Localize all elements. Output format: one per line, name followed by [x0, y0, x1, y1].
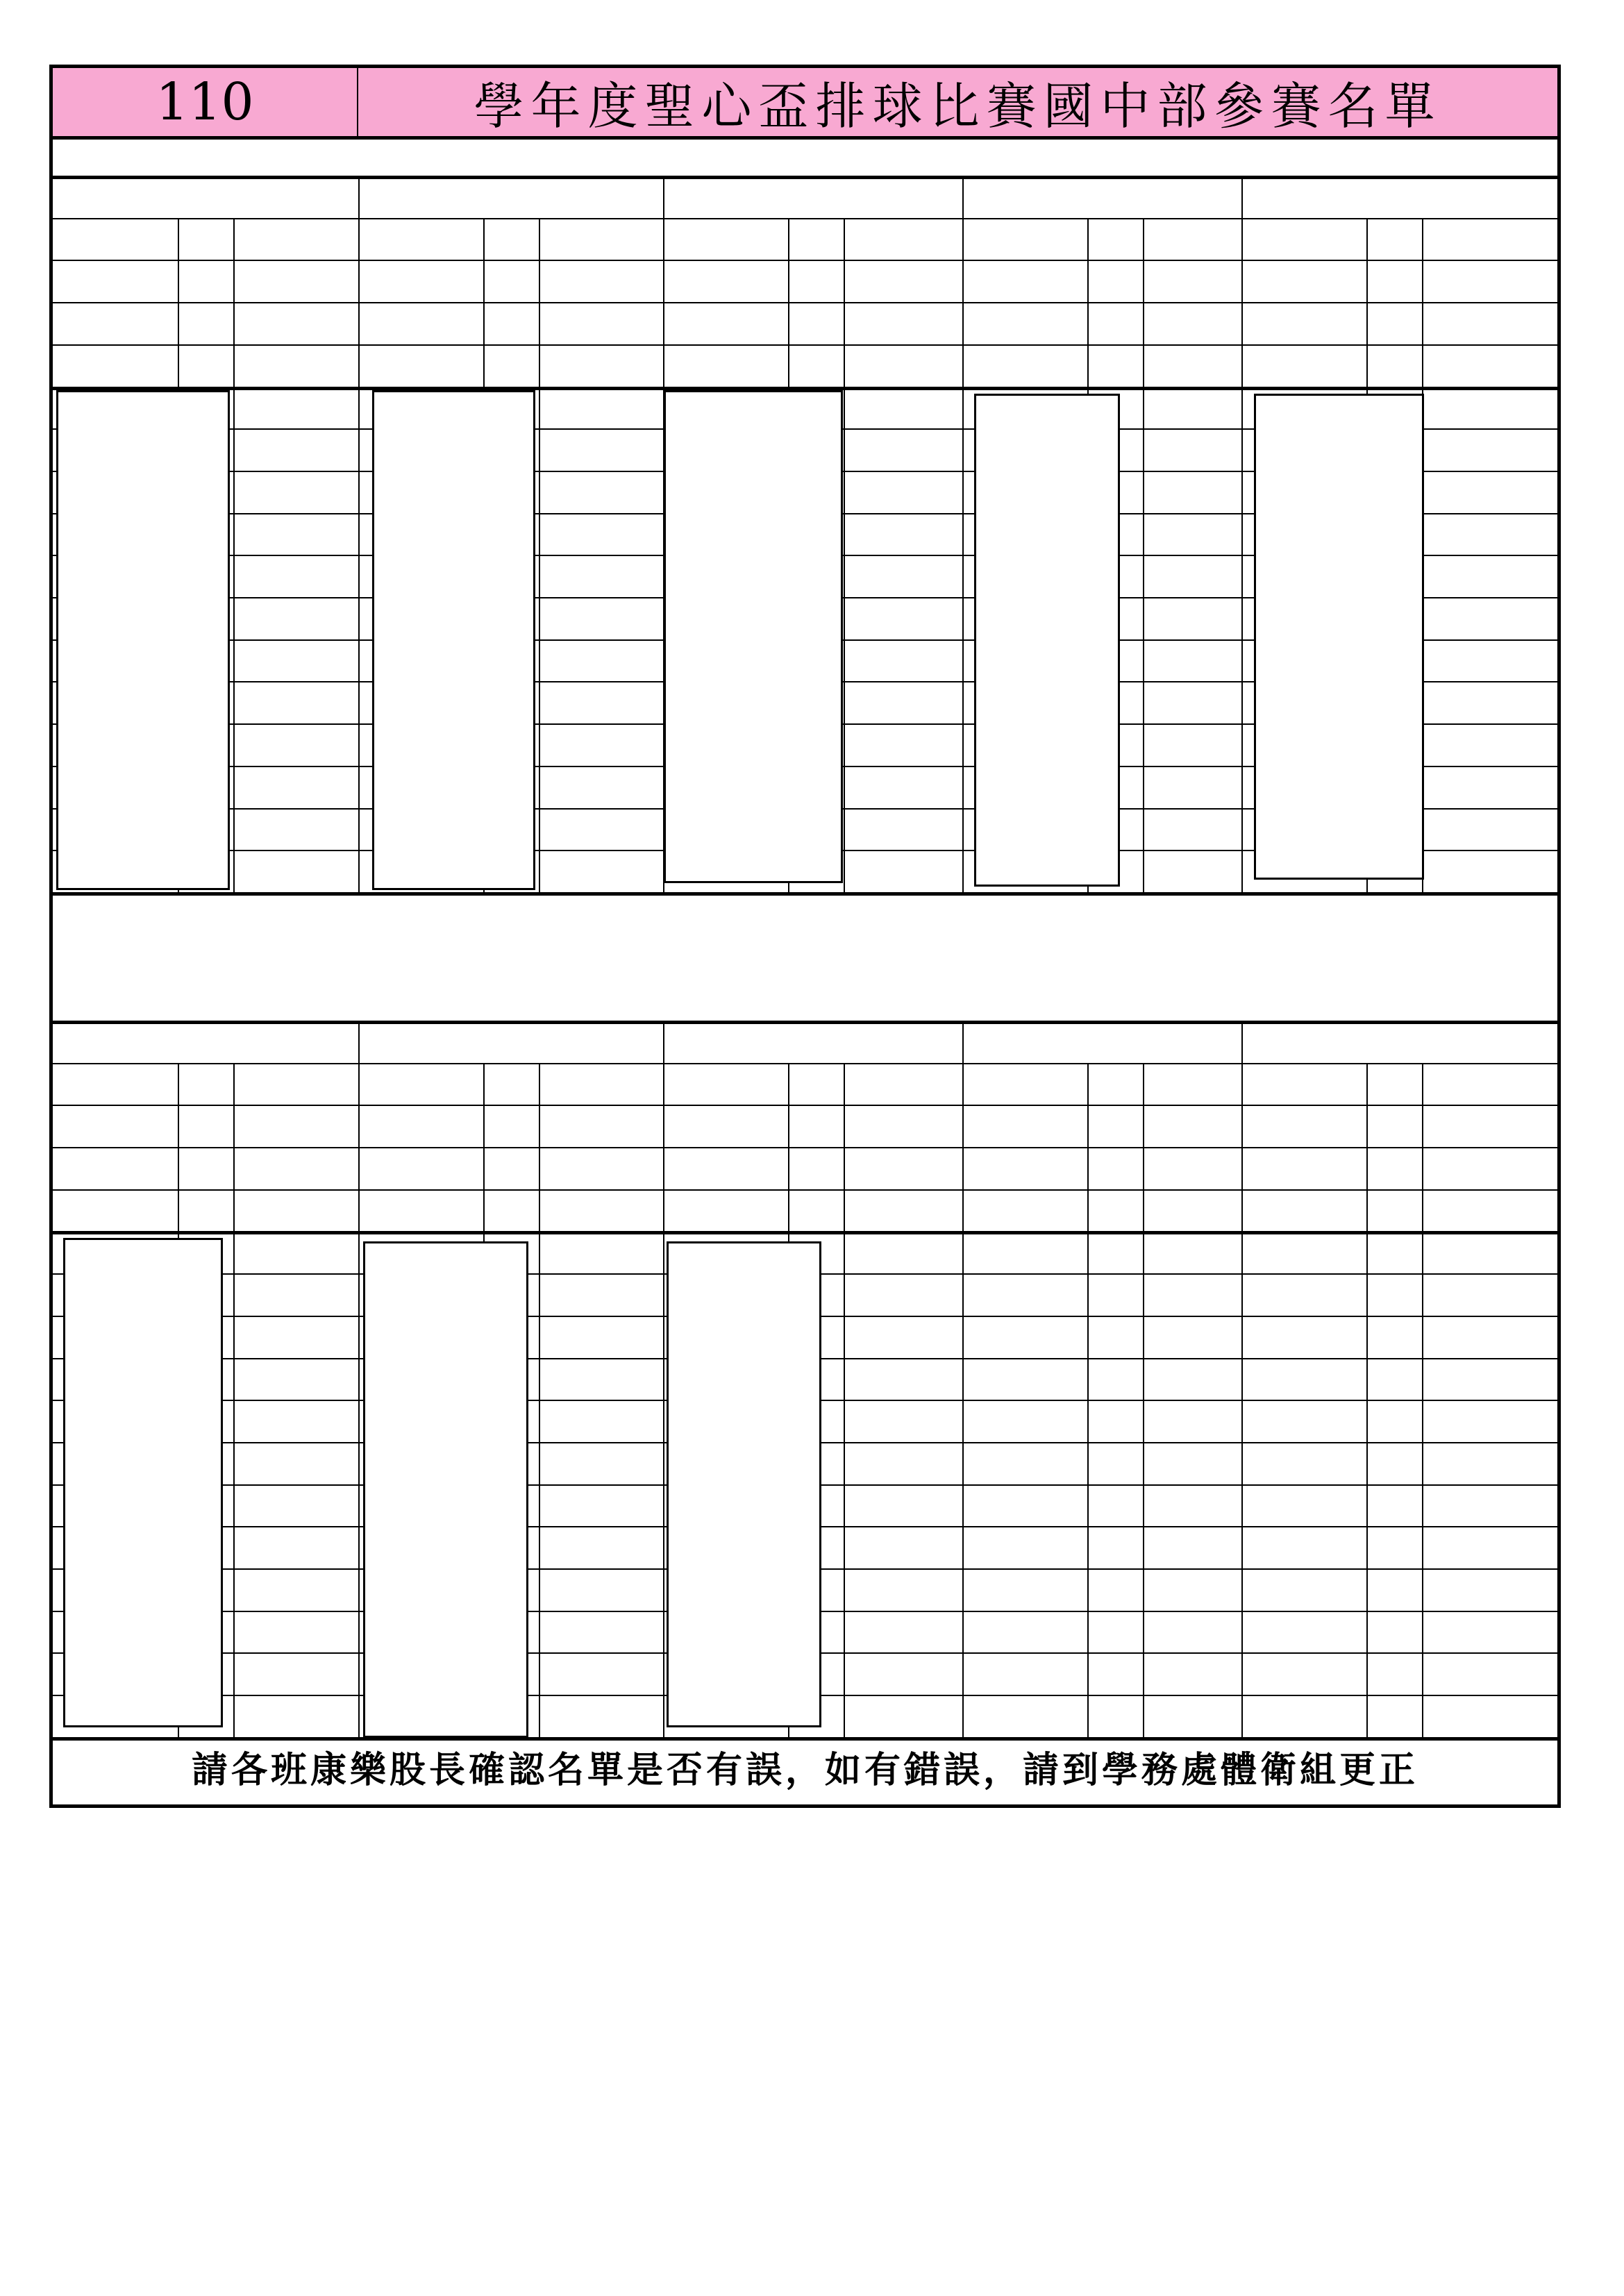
player-name [1422, 555, 1557, 597]
officer-role [53, 1063, 178, 1105]
officer-number [1366, 1063, 1422, 1105]
officer-role [962, 1063, 1087, 1105]
officer-number [1366, 218, 1422, 260]
grid-line [962, 176, 964, 892]
officer-number [178, 1189, 233, 1232]
player-name [1143, 1652, 1241, 1695]
player-name [539, 723, 663, 766]
officer-number [178, 1147, 233, 1189]
officer-name [1422, 1147, 1557, 1189]
officer-role [53, 1189, 178, 1232]
player-name [1143, 513, 1241, 555]
officer-number [1366, 260, 1422, 302]
officer-name [844, 302, 962, 344]
officer-role [663, 218, 788, 260]
officer-number [178, 302, 233, 344]
officer-role [358, 302, 483, 344]
player-name [539, 1695, 663, 1737]
player-name [1422, 428, 1557, 471]
player-name [233, 1358, 358, 1400]
redaction-box [974, 394, 1120, 887]
officer-name [1422, 344, 1557, 387]
player-name [539, 1273, 663, 1316]
player-name [1143, 1695, 1241, 1737]
officer-name [233, 218, 358, 260]
officer-role [358, 1189, 483, 1232]
player-name [844, 766, 962, 808]
officer-number [1366, 1147, 1422, 1189]
grid-line [539, 1063, 540, 1737]
player-name [1422, 1568, 1557, 1611]
player-name [539, 808, 663, 850]
officer-number [178, 1063, 233, 1105]
player-name [233, 766, 358, 808]
roster-sheet [49, 65, 1561, 1808]
officer-name [1143, 260, 1241, 302]
player-name [844, 681, 962, 723]
officer-role [358, 1105, 483, 1147]
officer-role [53, 344, 178, 387]
class-header [663, 1021, 962, 1063]
player-name [1422, 1358, 1557, 1400]
officer-number [178, 1105, 233, 1147]
player-name [1143, 597, 1241, 639]
officer-name [1422, 1105, 1557, 1147]
title-bar [53, 68, 1557, 140]
player-name [233, 513, 358, 555]
grid-line [1422, 1063, 1423, 1737]
officer-name [1143, 1189, 1241, 1232]
officer-role [962, 218, 1087, 260]
officer-name [539, 344, 663, 387]
player-name [539, 1442, 663, 1484]
player-name [233, 1273, 358, 1316]
player-name [539, 1400, 663, 1442]
player-name [233, 471, 358, 513]
player-name [844, 1568, 962, 1611]
officer-role [53, 260, 178, 302]
player-name [1422, 1400, 1557, 1442]
player-name [233, 555, 358, 597]
player-name [1143, 1273, 1241, 1316]
player-name [539, 1316, 663, 1358]
class-header [53, 176, 358, 218]
player-name [233, 850, 358, 892]
player-name [1422, 387, 1557, 429]
officer-name [539, 260, 663, 302]
player-name [1143, 681, 1241, 723]
grid-line [844, 218, 845, 892]
player-name [1143, 1400, 1241, 1442]
grid-line [663, 1021, 664, 1737]
player-name [539, 1526, 663, 1568]
officer-number [1366, 302, 1422, 344]
player-name [1422, 471, 1557, 513]
officer-name [1143, 1147, 1241, 1189]
officer-role [663, 260, 788, 302]
officer-number [788, 302, 844, 344]
officer-number [1087, 260, 1143, 302]
player-name [1422, 1611, 1557, 1653]
grid-line [1087, 1063, 1089, 1737]
grid-line [233, 1063, 235, 1737]
officer-role [358, 344, 483, 387]
player-name [1422, 513, 1557, 555]
officer-number [1087, 344, 1143, 387]
player-name [1143, 387, 1241, 429]
player-name [844, 1231, 962, 1273]
player-name [1422, 1273, 1557, 1316]
officer-role [663, 302, 788, 344]
officer-name [539, 1105, 663, 1147]
player-name [539, 766, 663, 808]
officer-role [1241, 1189, 1366, 1232]
grid-line [1366, 1063, 1368, 1737]
grid-line [844, 1063, 845, 1737]
officer-number [1366, 1189, 1422, 1232]
redaction-box [1254, 394, 1424, 880]
player-name [844, 1526, 962, 1568]
player-name [539, 1611, 663, 1653]
redaction-box [372, 390, 535, 890]
grid-line [539, 218, 540, 892]
player-name [233, 428, 358, 471]
officer-number [788, 1189, 844, 1232]
officer-role [1241, 218, 1366, 260]
officer-number [178, 344, 233, 387]
player-name [844, 597, 962, 639]
officer-name [844, 1063, 962, 1105]
officer-role [1241, 302, 1366, 344]
player-name [844, 1316, 962, 1358]
officer-role [663, 1189, 788, 1232]
officer-name [1143, 302, 1241, 344]
officer-name [1143, 344, 1241, 387]
grid-line [1241, 1021, 1243, 1737]
player-name [844, 513, 962, 555]
player-name [1422, 597, 1557, 639]
officer-name [844, 1147, 962, 1189]
player-name [539, 1568, 663, 1611]
player-name [1422, 639, 1557, 682]
officer-number [788, 1105, 844, 1147]
officer-number [788, 1063, 844, 1105]
grid-line [962, 1021, 964, 1737]
player-name [539, 639, 663, 682]
officer-name [844, 1189, 962, 1232]
player-name [1143, 1231, 1241, 1273]
officer-role [962, 1189, 1087, 1232]
player-name [844, 1652, 962, 1695]
officer-number [788, 1147, 844, 1189]
officer-name [233, 260, 358, 302]
player-name [539, 597, 663, 639]
officer-role [53, 302, 178, 344]
class-header [358, 176, 663, 218]
player-name [1143, 850, 1241, 892]
player-name [539, 1358, 663, 1400]
officer-role [663, 1105, 788, 1147]
officer-number [1366, 344, 1422, 387]
officer-name [233, 1189, 358, 1232]
player-name [233, 639, 358, 682]
officer-role [663, 1147, 788, 1189]
player-name [1143, 808, 1241, 850]
officer-number [1087, 1105, 1143, 1147]
officer-name [844, 260, 962, 302]
player-name [1422, 1442, 1557, 1484]
player-name [539, 387, 663, 429]
officer-name [233, 302, 358, 344]
officer-number [483, 1105, 539, 1147]
officer-name [844, 1105, 962, 1147]
officer-role [358, 1147, 483, 1189]
officer-number [1087, 302, 1143, 344]
officer-name [1422, 1063, 1557, 1105]
officer-name [1422, 218, 1557, 260]
title-year: 110 [53, 68, 358, 136]
officer-number [788, 260, 844, 302]
officer-name [1143, 1105, 1241, 1147]
player-name [539, 681, 663, 723]
player-name [1143, 471, 1241, 513]
player-name [233, 1568, 358, 1611]
player-name [233, 1231, 358, 1273]
footer-note: 請各班康樂股長確認名單是否有誤，如有錯誤，請到學務處體衛組更正 [191, 1750, 1418, 1792]
player-name [233, 808, 358, 850]
officer-role [358, 218, 483, 260]
player-name [1422, 808, 1557, 850]
officer-name [1143, 218, 1241, 260]
player-name [1143, 1484, 1241, 1527]
player-name [1143, 555, 1241, 597]
officer-number [483, 1147, 539, 1189]
player-name [233, 1484, 358, 1527]
player-name [1422, 1526, 1557, 1568]
player-name [539, 471, 663, 513]
player-name [233, 597, 358, 639]
player-name [1143, 639, 1241, 682]
player-name [844, 1442, 962, 1484]
player-name [844, 1695, 962, 1737]
player-name [539, 1484, 663, 1527]
player-name [233, 1695, 358, 1737]
officer-name [539, 1147, 663, 1189]
redaction-box [56, 390, 230, 890]
player-name [844, 808, 962, 850]
player-name [233, 1652, 358, 1695]
officer-number [1087, 1063, 1143, 1105]
officer-number [483, 344, 539, 387]
player-name [844, 723, 962, 766]
officer-name [233, 1147, 358, 1189]
officer-number [483, 260, 539, 302]
officer-number [788, 218, 844, 260]
officer-name [539, 218, 663, 260]
officer-role [358, 260, 483, 302]
officer-role [1241, 1105, 1366, 1147]
player-name [1422, 1316, 1557, 1358]
class-header [358, 1021, 663, 1063]
class-header [663, 176, 962, 218]
officer-role [663, 1063, 788, 1105]
officer-role [962, 344, 1087, 387]
grid-line [1241, 176, 1243, 892]
officer-role [53, 218, 178, 260]
officer-role [962, 1105, 1087, 1147]
class-header [53, 1021, 358, 1063]
officer-number [483, 1063, 539, 1105]
player-name [1143, 1358, 1241, 1400]
officer-number [1087, 218, 1143, 260]
player-name [1143, 428, 1241, 471]
officer-number [1087, 1147, 1143, 1189]
player-name [233, 387, 358, 429]
officer-name [1422, 260, 1557, 302]
officer-name [844, 344, 962, 387]
class-header [962, 176, 1241, 218]
grid-line [1143, 1063, 1144, 1737]
redaction-box [664, 390, 843, 883]
grid-line [233, 218, 235, 892]
player-name [844, 428, 962, 471]
officer-role [53, 1147, 178, 1189]
player-name [844, 471, 962, 513]
officer-name [539, 302, 663, 344]
player-name [1143, 1442, 1241, 1484]
player-name [844, 387, 962, 429]
officer-role [1241, 260, 1366, 302]
officer-name [233, 1105, 358, 1147]
player-name [1422, 1484, 1557, 1527]
player-name [844, 1358, 962, 1400]
player-name [844, 1273, 962, 1316]
player-name [1143, 1568, 1241, 1611]
officer-number [1087, 1189, 1143, 1232]
player-name [1143, 723, 1241, 766]
player-name [233, 1611, 358, 1653]
officer-name [844, 218, 962, 260]
player-name [1422, 766, 1557, 808]
officer-name [1422, 302, 1557, 344]
officer-number [178, 218, 233, 260]
officer-role [962, 260, 1087, 302]
redaction-box [363, 1241, 528, 1738]
officer-number [483, 302, 539, 344]
player-name [1143, 766, 1241, 808]
officer-number [483, 218, 539, 260]
officer-name [539, 1063, 663, 1105]
redaction-box [63, 1238, 223, 1727]
player-name [844, 1611, 962, 1653]
player-name [1422, 723, 1557, 766]
player-name [539, 513, 663, 555]
officer-role [962, 1147, 1087, 1189]
player-name [844, 639, 962, 682]
player-name [1143, 1316, 1241, 1358]
officer-name [1143, 1063, 1241, 1105]
officer-role [663, 344, 788, 387]
player-name [844, 555, 962, 597]
player-name [1143, 1526, 1241, 1568]
grid-line [1143, 218, 1144, 892]
officer-role [962, 302, 1087, 344]
class-header [1241, 176, 1557, 218]
grid-line [358, 1021, 360, 1737]
player-name [1143, 1611, 1241, 1653]
officer-role [358, 1063, 483, 1105]
officer-role [1241, 1063, 1366, 1105]
officer-number [1366, 1105, 1422, 1147]
player-name [233, 1400, 358, 1442]
player-name [844, 1484, 962, 1527]
player-name [1422, 1652, 1557, 1695]
officer-name [539, 1189, 663, 1232]
officer-role [1241, 344, 1366, 387]
officer-name [233, 1063, 358, 1105]
player-name [233, 1316, 358, 1358]
player-name [233, 1526, 358, 1568]
player-name [1422, 1695, 1557, 1737]
player-name [539, 555, 663, 597]
player-name [844, 1400, 962, 1442]
officer-number [483, 1189, 539, 1232]
player-name [539, 428, 663, 471]
player-name [1422, 850, 1557, 892]
grid-line [53, 892, 1557, 896]
grid-line [358, 176, 360, 892]
player-name [844, 850, 962, 892]
player-name [539, 1231, 663, 1273]
officer-role [53, 1105, 178, 1147]
player-name [1422, 1231, 1557, 1273]
officer-role [1241, 1147, 1366, 1189]
player-name [233, 1442, 358, 1484]
redaction-box [667, 1241, 821, 1727]
player-name [539, 1652, 663, 1695]
player-name [233, 723, 358, 766]
player-name [539, 850, 663, 892]
player-name [233, 681, 358, 723]
officer-number [178, 260, 233, 302]
officer-number [788, 344, 844, 387]
title-text: 學年度聖心盃排球比賽國中部參賽名單 [474, 77, 1442, 135]
officer-name [1422, 1189, 1557, 1232]
player-name [1422, 681, 1557, 723]
officer-name [233, 344, 358, 387]
